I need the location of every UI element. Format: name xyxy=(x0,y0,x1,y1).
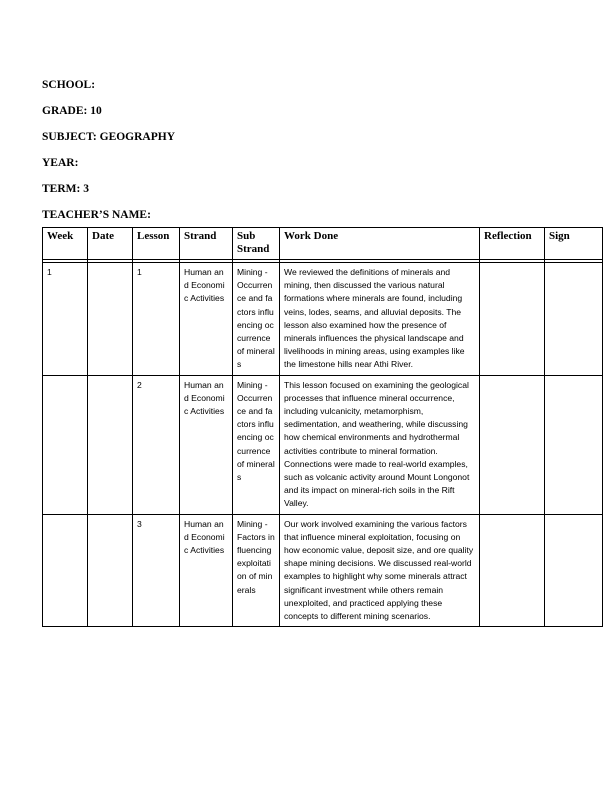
sub-strand-cell: Mining - Factors influencing exploitation of minerals xyxy=(233,514,280,627)
lesson-cell: 1 xyxy=(133,263,180,376)
reflection-cell[interactable] xyxy=(480,375,545,514)
teacher-name-label: TEACHER’S NAME: xyxy=(42,209,151,221)
sign-cell[interactable] xyxy=(545,514,603,627)
table-row xyxy=(43,375,603,514)
strand-cell: Human and Economic Activities xyxy=(180,514,233,627)
week-cell xyxy=(43,375,88,514)
sign-cell[interactable] xyxy=(545,375,603,514)
sub-strand-cell: Mining - Occurrence and factors influencing occurrence of minerals xyxy=(233,263,280,376)
year-label: YEAR: xyxy=(42,157,79,169)
strand-cell: Human and Economic Activities xyxy=(180,375,233,514)
table-row xyxy=(43,514,603,627)
work-done-cell: This lesson focused on examining the geological processes that influence mineral occurrence, including vulcanicity, metamorphism, sedimentation, and weathering, while discussing how chemical environments and hydrothermal activities contribute to mineral formation. Connections were made to real-world examples, such as volcanic activity around Mount Longonot and its impact on mineral-rich soils in the Rift Valley. xyxy=(280,375,480,514)
column-header-date: Date xyxy=(88,228,133,260)
column-header-sign: Sign xyxy=(545,228,603,260)
reflection-cell[interactable] xyxy=(480,514,545,627)
column-header-lesson: Lesson xyxy=(133,228,180,260)
strand-cell: Human and Economic Activities xyxy=(180,263,233,376)
work-log-table xyxy=(42,227,603,627)
column-header-week: Week xyxy=(43,228,88,260)
work-done-cell: We reviewed the definitions of minerals and mining, then discussed the various natural formations where minerals are found, including veins, lodes, seams, and alluvial deposits. The lesson also examined how the presence of minerals influences the physical landscape and livelihoods in mining areas, using examples like the limestone hills near Athi River. xyxy=(280,263,480,376)
school-label: SCHOOL: xyxy=(42,79,96,91)
date-cell[interactable] xyxy=(88,263,133,376)
column-header-sub-strand: Sub Strand xyxy=(233,228,280,260)
grade-label: GRADE: 10 xyxy=(42,105,102,117)
sign-cell[interactable] xyxy=(545,263,603,376)
work-done-cell: Our work involved examining the various factors that influence mineral exploitation, focusing on how economic value, deposit size, and ore quality shape mining decisions. We discussed real-world examples to highlight why some minerals attract significant investment while others remain unexploited, and practiced applying these concepts to different mining scenarios. xyxy=(280,514,480,627)
subject-label: SUBJECT: GEOGRAPHY xyxy=(42,131,176,143)
column-header-strand: Strand xyxy=(180,228,233,260)
lesson-cell: 2 xyxy=(133,375,180,514)
week-cell: 1 xyxy=(43,263,88,376)
week-cell xyxy=(43,514,88,627)
table-header-row xyxy=(43,228,603,260)
document-header xyxy=(42,78,175,234)
date-cell[interactable] xyxy=(88,375,133,514)
lesson-cell: 3 xyxy=(133,514,180,627)
table-row xyxy=(43,263,603,376)
sub-strand-cell: Mining - Occurrence and factors influencing occurrence of minerals xyxy=(233,375,280,514)
column-header-reflection: Reflection xyxy=(480,228,545,260)
reflection-cell[interactable] xyxy=(480,263,545,376)
date-cell[interactable] xyxy=(88,514,133,627)
term-label: TERM: 3 xyxy=(42,183,89,195)
column-header-work-done: Work Done xyxy=(280,228,480,260)
